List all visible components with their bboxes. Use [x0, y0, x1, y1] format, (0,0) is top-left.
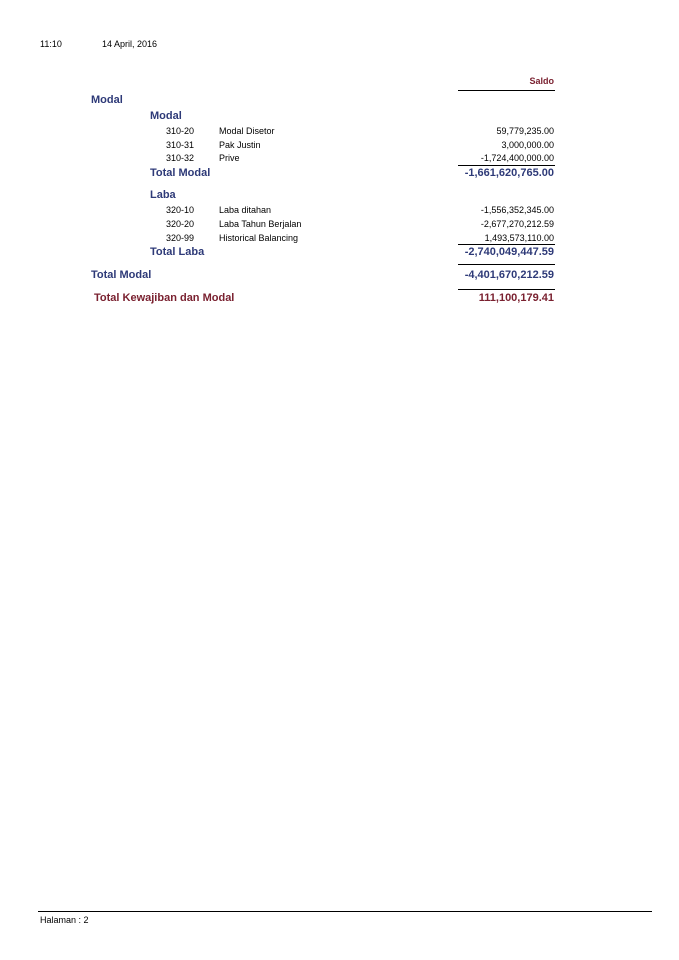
- account-name: Laba ditahan: [219, 205, 272, 215]
- account-name: Modal Disetor: [219, 126, 275, 136]
- section-total-rule: [458, 264, 555, 265]
- account-amount: 59,779,235.00: [496, 126, 554, 136]
- account-name: Prive: [219, 153, 240, 163]
- account-amount: -2,677,270,212.59: [480, 219, 554, 229]
- grand-total-label: Total Kewajiban dan Modal: [94, 292, 235, 304]
- account-code: 320-99: [166, 233, 195, 243]
- group-total-amount-laba: -2,740,049,447.59: [464, 246, 554, 258]
- account-code: 310-20: [166, 126, 195, 136]
- section-total-amount: -4,401,670,212.59: [464, 269, 554, 281]
- account-code: 310-32: [166, 153, 195, 163]
- account-amount: 3,000,000.00: [501, 140, 554, 150]
- section-title: Modal: [91, 94, 123, 106]
- page-number: Halaman : 2: [40, 915, 89, 925]
- account-code: 320-20: [166, 219, 195, 229]
- footer-rule: [38, 911, 652, 912]
- account-name: Historical Balancing: [219, 233, 299, 243]
- column-header-underline: [458, 90, 555, 91]
- grand-total-amount: 111,100,179.41: [478, 292, 554, 304]
- subtotal-rule: [458, 244, 555, 245]
- report-date: 14 April, 2016: [102, 39, 158, 49]
- account-name: Laba Tahun Berjalan: [219, 219, 302, 229]
- account-amount: -1,556,352,345.00: [480, 205, 554, 215]
- account-code: 310-31: [166, 140, 195, 150]
- account-amount: 1,493,573,110.00: [484, 233, 554, 243]
- group-total-label-laba: Total Laba: [150, 246, 205, 258]
- saldo-column-header: Saldo: [529, 76, 554, 86]
- account-amount: -1,724,400,000.00: [480, 153, 554, 163]
- group-title-laba: Laba: [150, 189, 176, 201]
- subtotal-rule: [458, 165, 555, 166]
- group-title-modal: Modal: [150, 110, 182, 122]
- section-total-label: Total Modal: [91, 269, 152, 281]
- group-total-amount-modal: -1,661,620,765.00: [464, 167, 554, 179]
- report-time: 11:10: [40, 39, 62, 49]
- grand-total-rule: [458, 289, 555, 290]
- group-total-label-modal: Total Modal: [150, 167, 211, 179]
- account-name: Pak Justin: [219, 140, 261, 150]
- account-code: 320-10: [166, 205, 195, 215]
